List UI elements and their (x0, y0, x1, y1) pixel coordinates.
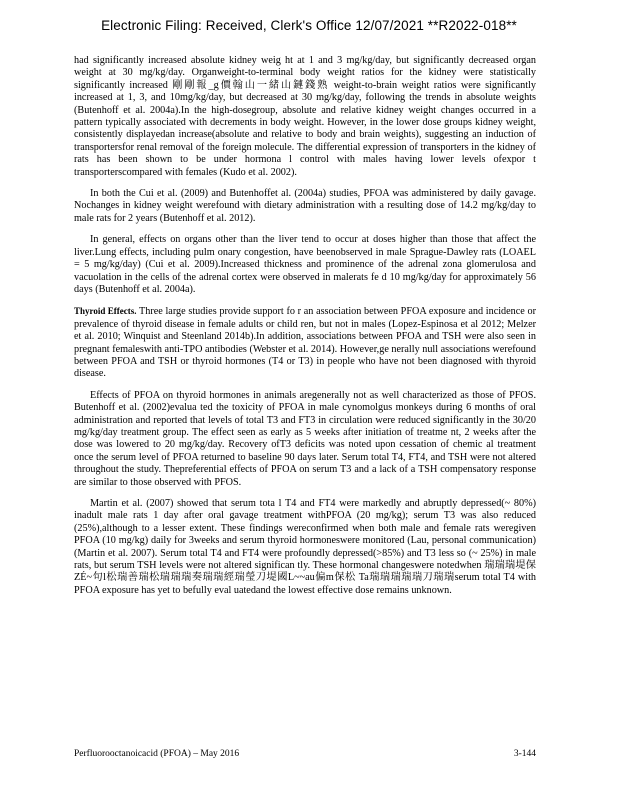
paragraph-other-organs (74, 234, 536, 296)
paragraph-text: had significantly increased absolute kidney weig ht at 1 and 3 mg/kg/day, but significantly decreased organ weight at 30 mg/kg/day. Organweight-to-terminal body weight ratios for the kidney were statistically significantly increased 剛剛報_g價翰山一緒山鏈錢熟 weight-to-brain weight ratios were significantly increased at 1, 3, and 10mg/kg/day, but decreased at 30 mg/kg/day, following the trends in absolute weights (Butenhoff et al. 2004a).In the high-dosegroup, absolute and relative kidney weight changes occurred in a pattern typically associated with decrements in body weight. However, in the lower dose groups kidney weight, consistently displayedan increase(absolute and relative to body and brain weights), suggesting an induction of transportersfor renal removal of the foreign molecule. The differential expression of transporters in the kidney of rats has been shown to be under hormona l control with males having lower levels ofexpor t transporterscompared with females (Kudo et al. 2002). (74, 55, 536, 178)
paragraph-text: Effects of PFOA on thyroid hormones in animals aregenerally not as well characterized as those of PFOS. Butenhoff et al. (2002)evalua ted the toxicity of PFOA in male cynomolgus monkeys during 6 months of oral administration and reported that levels of total T3 and FT3 in circulation were reduced significantly in the 30/20 mg/kg/day treatment group. The effect seen as early as 5 weeks after initiation of treatme nt, 2 weeks after the dose was lowered to 20 mg/kg/day. Recovery ofT3 deficits was noted upon cessation of chemic al treatment once the serum level of PFOA returned to baseline 90 days later. Serum total T4, FT4, and TSH were not altered throughout the study. Thepreferential effects of PFOA on serum T3 and a lack of a TSH compensatory response are similar to those observed with PFOS. (74, 389, 536, 488)
paragraph-text: In general, effects on organs other than the liver tend to occur at doses higher than those that affect the liver.Lung effects, including pulm onary congestion, have beenobserved in male Sprague-Dawley rats (LOAEL = 5 mg/kg/day) (Cui et al. 2009).Increased thickness and prominence of the adrenal zona glomerulosa and vacuolation in the cells of the adrenal cortex were observed in malerats fe d 10 mg/kg/day for approximately 56 days (Butenhoff et al. 2004a). (74, 234, 536, 295)
paragraph-text: In both the Cui et al. (2009) and Butenhoffet al. (2004a) studies, PFOA was administered by daily gavage. Nochanges in kidney weight werefound with dietary administration with a resulting dose of 14.2 mg/kg/day to male rats for 2 years (Butenhoff et al. 2012). (74, 188, 536, 224)
footer-page-number: 3-144 (513, 749, 536, 759)
paragraph-martin-study (74, 498, 536, 597)
paragraph-thyroid-animals (74, 390, 536, 489)
section-lead-heading: Thyroid Effects. (74, 306, 137, 317)
paragraph-text: Martin et al. (2007) showed that serum tota l T4 and FT4 were markedly and abruptly depressed(~ 80%) inadult male rats 1 day after oral gavage treatment withPFOA (20 mg/kg); serum T3 was also reduced (25%),although to a lesser extent. These findings wereconfirmed when both male and female rats weregiven PFOA (10 mg/kg) daily for 3weeks and serum thyroid hormoneswere monitored (Lau, personal communication) (Martin et al. 2007). Serum total T4 and FT4 were profoundly depressed(>85%) and T3 less so (~ 25%) in male rats, but serum TSH levels were not altered significan tly. These hormonal changeswere notedwhen 瑞瑞瑞堤保ZÉ~句l松瑞善瑞松瑞瑞瑞奏瑞瑞經瑞瑩刀堤國L~~au偏m保松 Ta瑞瑞瑞瑞瑞刀瑞瑞serum total T4 with PFOA exposure has yet to befully eval uatedand the lowest effective dose remains unknown. (74, 498, 536, 596)
document-body (74, 55, 536, 606)
paragraph-text: Three large studies provide support fo r an association between PFOA exposure and incidence or prevalence of thyroid disease in female adults or child ren, but not in males (Lopez-Espinosa et al 2012; Melzer et al. 2010; Winquist and Steenland 2014b).In addition, associations between PFOA and TSH were also seen in pregnant femaleswith anti-TPO antibodies (Webster et al. 2014). However,ge nerally null associations werefound between PFOA and TSH or thyroid hormones (T4 or T3) in people who have not been diagnosed with thyroid disease. (74, 306, 536, 380)
paragraph-kidney-weights (74, 55, 536, 179)
paragraph-gavage-studies (74, 188, 536, 225)
filing-header: Electronic Filing: Received, Clerk's Office 12/07/2021 **R2022-018** (101, 18, 517, 33)
footer-document-title: Perfluorooctanoicacid (PFOA) – May 2016 (74, 749, 240, 759)
paragraph-thyroid-effects (74, 305, 536, 380)
